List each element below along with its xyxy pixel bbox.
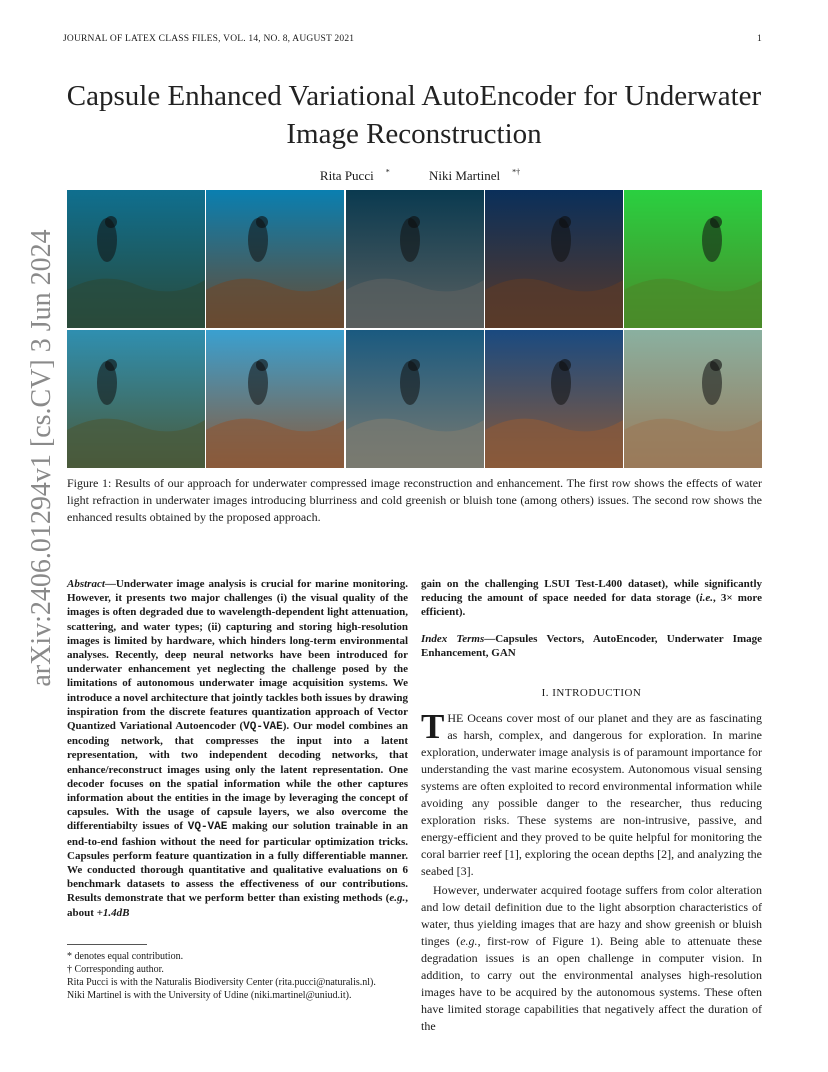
figure-tile-r2-c5 [624, 330, 762, 468]
figure-tile-r1-c4 [485, 190, 623, 328]
paper-title: Capsule Enhanced Variational AutoEncoder for Underwater Image Reconstruction [66, 80, 762, 150]
figure-tile-r1-c2 [206, 190, 344, 328]
figure-tile-r1-c5 [624, 190, 762, 328]
figure-image-grid [67, 190, 762, 468]
figure-caption: Figure 1: Results of our approach for underwater compressed image reconstruction and enhancement. The first row shows the effects of water light refraction in underwater images introducing blurriness and cold greenish or bluish tone (among others) issues. The second row shows the enhanced results obtained by the proposed approach. [67, 476, 762, 524]
abstract-continuation: gain on the challenging LSUI Test-L400 dataset), while significantly reducing the amount of space needed for data storage (i.e., 3× more efficient). [421, 578, 762, 619]
author-1: Rita Pucci * [319, 168, 390, 184]
arxiv-watermark: arXiv:2406.01294v1 [cs.CV] 3 Jun 2024 [26, 229, 57, 687]
right-column [421, 577, 762, 1035]
footnotes [67, 950, 408, 1002]
footnote-affiliation-1: Rita Pucci is with the Naturalis Biodiversity Center (rita.pucci@naturalis.nl). [67, 977, 376, 988]
author-2: Niki Martinel *† [428, 168, 521, 184]
introduction-body: THE Oceans cover most of our planet and they are as fascinating as harsh, complex, and dangerous for exploration. In marine exploration, underwater image analysis is of paramount importance for understanding the vast marine ecosystem. Autonomous visual sensing systems are often exploited to record environmental information while avoiding any possible danger to the researcher, thus reducing exploration risks. These systems are non-intrusive, passive, and energy-efficient and they proved to be quite helpful for monitoring the coral barrier reef [1], exploring the ocean depths [2], and analyzing the seabed [3]. However, underwater acquired footage suffers from color alteration and low detail definition due to the light absorption characteristics of water, thus yielding images that are hazy and show greenish or bluish tinges (e.g., first-row of Figure 1). Being able to attenuate these degradation issues is an open challenge in computer vision. In addition, to carry out the environmental analyses high-resolution images have to be acquired by the autonomous systems. These often have limited storage capabilities that negatively affect the duration of the [421, 707, 762, 1034]
figure-tile-r2-c2 [206, 330, 344, 468]
figure-tile-r1-c1 [67, 190, 205, 328]
author-list [0, 168, 828, 184]
page-number: 1 [757, 34, 762, 44]
footnote-affiliation-2: Niki Martinel is with the University of Udine (niki.martinel@uniud.it). [67, 990, 352, 1001]
figure-tile-r1-c3 [346, 190, 484, 328]
journal-header: JOURNAL OF LATEX CLASS FILES, VOL. 14, NO. 8, AUGUST 2021 [63, 34, 355, 44]
section-heading-introduction: I. INTRODUCTION [541, 687, 642, 700]
index-terms: Index Terms—Capsules Vectors, AutoEncoder, Underwater Image Enhancement, GAN [421, 632, 762, 659]
footnote-equal: * denotes equal contribution. [67, 951, 184, 962]
footnote-rule [67, 944, 147, 945]
figure-tile-r2-c1 [67, 330, 205, 468]
footnote-corresponding: † Corresponding author. [67, 964, 164, 975]
dropcap: T [421, 707, 445, 747]
figure-tile-r2-c4 [485, 330, 623, 468]
figure-tile-r2-c3 [346, 330, 484, 468]
abstract-label: Abstract [67, 578, 105, 590]
abstract: Abstract—Underwater image analysis is crucial for marine monitoring. However, it presents two major challenges (i) the visual quality of the images is often degraded due to wavelength-dependent light attenuation, scattering, and water types; (ii) capturing and storing high-resolution images is limited by hardware, which hinders long-term environmental analyses. Recently, deep neural networks have been introduced for underwater enhancement yet neglecting the challenge posed by the limitations of autonomous underwater image acquisition systems. We introduce a novel architecture that jointly tackles both issues by drawing inspiration from the discrete features quantization approach of Vector Quantized Variational Autoencoder (VQ-VAE). Our model combines an encoding network, that compresses the input into a latent representation, with two independent decoding networks, that enhance/reconstruct images using only the latent representation. One decoder focuses on the spatial information while the other captures information about the entities in the image by leveraging the concept of capsules. With the usage of capsule layers, we also overcome the differentiabilty issues of VQ-VAE making our solution trainable in an end-to-end fashion without the need for particular optimization tricks. Capsules perform feature quantization in a fully differentiable manner. We conducted thorough quantitative and qualitative evaluations on 6 benchmark datasets to assess the effectiveness of our contributions. Results demonstrate that we perform better than existing methods (e.g., about +1.4dB [67, 578, 409, 919]
